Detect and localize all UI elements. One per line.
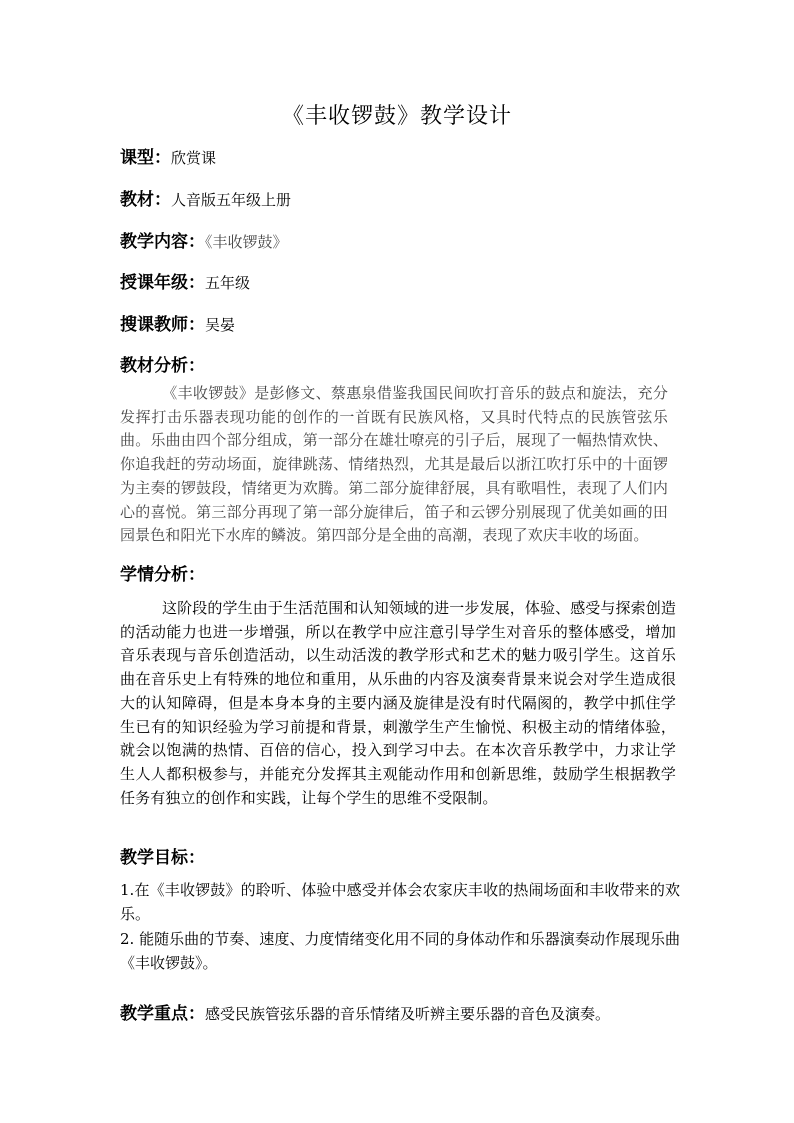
material-analysis-paragraph [120,382,668,548]
field-label: 课型： [120,148,171,168]
heading-material-analysis: 教材分析： [120,356,205,376]
field-value: 人音版五年级上册 [171,191,292,209]
heading-student-analysis: 学情分析： [120,565,205,585]
field-label: 授课年级： [120,273,205,293]
teaching-key-point [120,1002,610,1026]
field-teaching-content [120,231,288,253]
key-point-label: 教学重点： [120,1004,205,1024]
field-value: 五年级 [205,274,251,292]
key-point-text: 感受民族管弦乐器的音乐情绪及听辨主要乐器的音色及演奏。 [205,1005,611,1023]
student-analysis-text: 这阶段的学生由于生活范围和认知领域的进一步发展，体验、感受与探索创造的活动能力也进一步增强，所以在教学中应注意引导学生对音乐的整体感受，增加音乐表现与音乐创造活动，以生动活泼的教学形式和艺术的魅力吸引学生。这首乐曲在音乐史上有特殊的地位和重用，从乐曲的内容及演奏背景来说会对学生造成很大的认知障碍，但是本身本身的主要内涵及旋律是没有时代隔阂的，教学中抓住学生已有的知识经验为学习前提和背景，刺激学生产生愉悦、积极主动的情绪体验，就会以饱满的热情、百倍的信心，投入到学习中去。在本次音乐教学中，力求让学生人人都积极参与，并能充分发挥其主观能动作用和创新思维，鼓励学生根据教学任务有独立的创作和实践，让每个学生的思维不受限制。 [120,599,676,807]
field-value: 吴晏 [205,316,236,334]
field-label: 搜课教师： [120,315,205,335]
field-label: 教学内容： [120,232,205,252]
field-value: 《丰收锣鼓》 [205,233,288,251]
field-value: 欣赏课 [171,149,217,167]
heading-teaching-goals: 教学目标： [120,848,205,868]
goal-item-2: 2. 能随乐曲的节奏、速度、力度情绪变化用不同的身体动作和乐器演奏动作展现乐曲《丰收锣鼓》。 [120,930,680,972]
field-teacher [120,314,235,336]
field-textbook [120,189,291,211]
field-course-type [120,147,216,169]
field-label: 教材： [120,190,171,210]
student-analysis-paragraph [120,597,676,810]
goal-item-1: 1.在《丰收锣鼓》的聆听、体验中感受并体会农家庆丰收的热闹场面和丰收带来的欢乐。 [120,881,680,923]
document-title: 《丰收锣鼓》教学设计 [281,104,512,129]
material-analysis-text: 《丰收锣鼓》是彭修文、蔡惠泉借鉴我国民间吹打音乐的鼓点和旋法，充分发挥打击乐器表现功能的创作的一首既有民族风格，又具时代特点的民族管弦乐曲。乐曲由四个部分组成，第一部分在雄壮嘹亮的引子后，展现了一幅热情欢快、你追我赶的劳动场面，旋律跳荡、情绪热烈，尤其是最后以浙江吹打乐中的十面锣为主奏的锣鼓段，情绪更为欢腾。第二部分旋律舒展，具有歌唱性，表现了人们内心的喜悦。第三部分再现了第一部分旋律后，笛子和云锣分别展现了优美如画的田园景色和阳光下水库的鳞波。第四部分是全曲的高潮，表现了欢庆丰收的场面。 [120,384,668,545]
field-grade [120,272,250,294]
